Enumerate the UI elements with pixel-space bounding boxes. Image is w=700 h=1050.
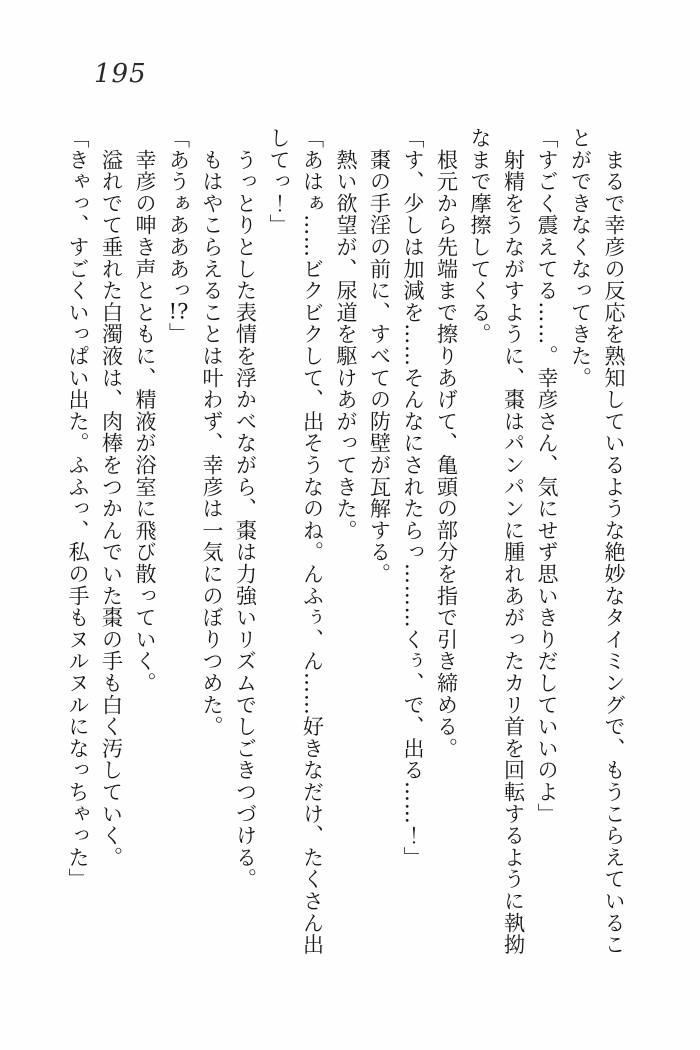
text-line: 根元から先端まで擦りあげて、亀頭の部分を指で引き締める。 — [434, 127, 459, 760]
ellipsis-run: ……… — [401, 563, 425, 629]
page-number: 195 — [94, 59, 147, 89]
text-line: 幸彦の呻き声とともに、精液が浴室に飛び散っていく。 — [133, 127, 157, 694]
text-line: してっ！」 — [267, 127, 291, 236]
text-line: 「あはぁ……ビクビクして、出そうなのね。んふぅ、ん……好きなだけ、たくさん出 — [300, 127, 325, 956]
exclamation-question-cluster: !? — [168, 301, 189, 323]
text-line: もはやこらえることは叶わず、幸彦は一気にのぼりつめた。 — [200, 127, 224, 738]
text-line: 「す、少しは加減を……そんなにされたらっ………くぅ、で、出る……！」 — [401, 127, 425, 869]
text-line: うっとりとした表情を浮かべながら、棗は力強いリズムでしごきつづける。 — [233, 127, 258, 890]
text-line: 「すごく震えてる……。幸彦さん、気にせず思いきりだしていいのよ」 — [535, 127, 559, 825]
text-line: なまで摩擦してくる。 — [468, 127, 492, 345]
text-line: 射精をうながすように、棗はパンパンに腫れあがったカリ首を回転するように執拗 — [501, 127, 526, 956]
ellipsis-run: …… — [401, 323, 425, 367]
ellipsis-run: …… — [300, 672, 325, 716]
text-line: 「あうぁあああっ!?」 — [166, 127, 191, 345]
text-line: 熱い欲望が、尿道を駆けあがってきた。 — [334, 127, 358, 542]
text-line: 溢れでて垂れた白濁液は、肉棒をつかんでいた棗の手も白く汚していく。 — [99, 127, 124, 869]
vertical-text-block — [61, 127, 631, 963]
text-line: 棗の手淫の前に、すべての防壁が瓦解する。 — [367, 127, 392, 585]
ellipsis-run: …… — [300, 214, 325, 258]
text-line: とができなくなってきた。 — [568, 127, 593, 389]
ellipsis-run: …… — [401, 781, 425, 825]
ellipsis-run: …… — [535, 301, 559, 346]
text-line: 「きゃっ、すごくいっぱい出た。ふふっ、私の手もヌルヌルになっちゃった」 — [66, 127, 90, 890]
text-line: まるで幸彦の反応を熟知しているような絶妙なタイミングで、もうこらえているこ — [602, 127, 626, 956]
